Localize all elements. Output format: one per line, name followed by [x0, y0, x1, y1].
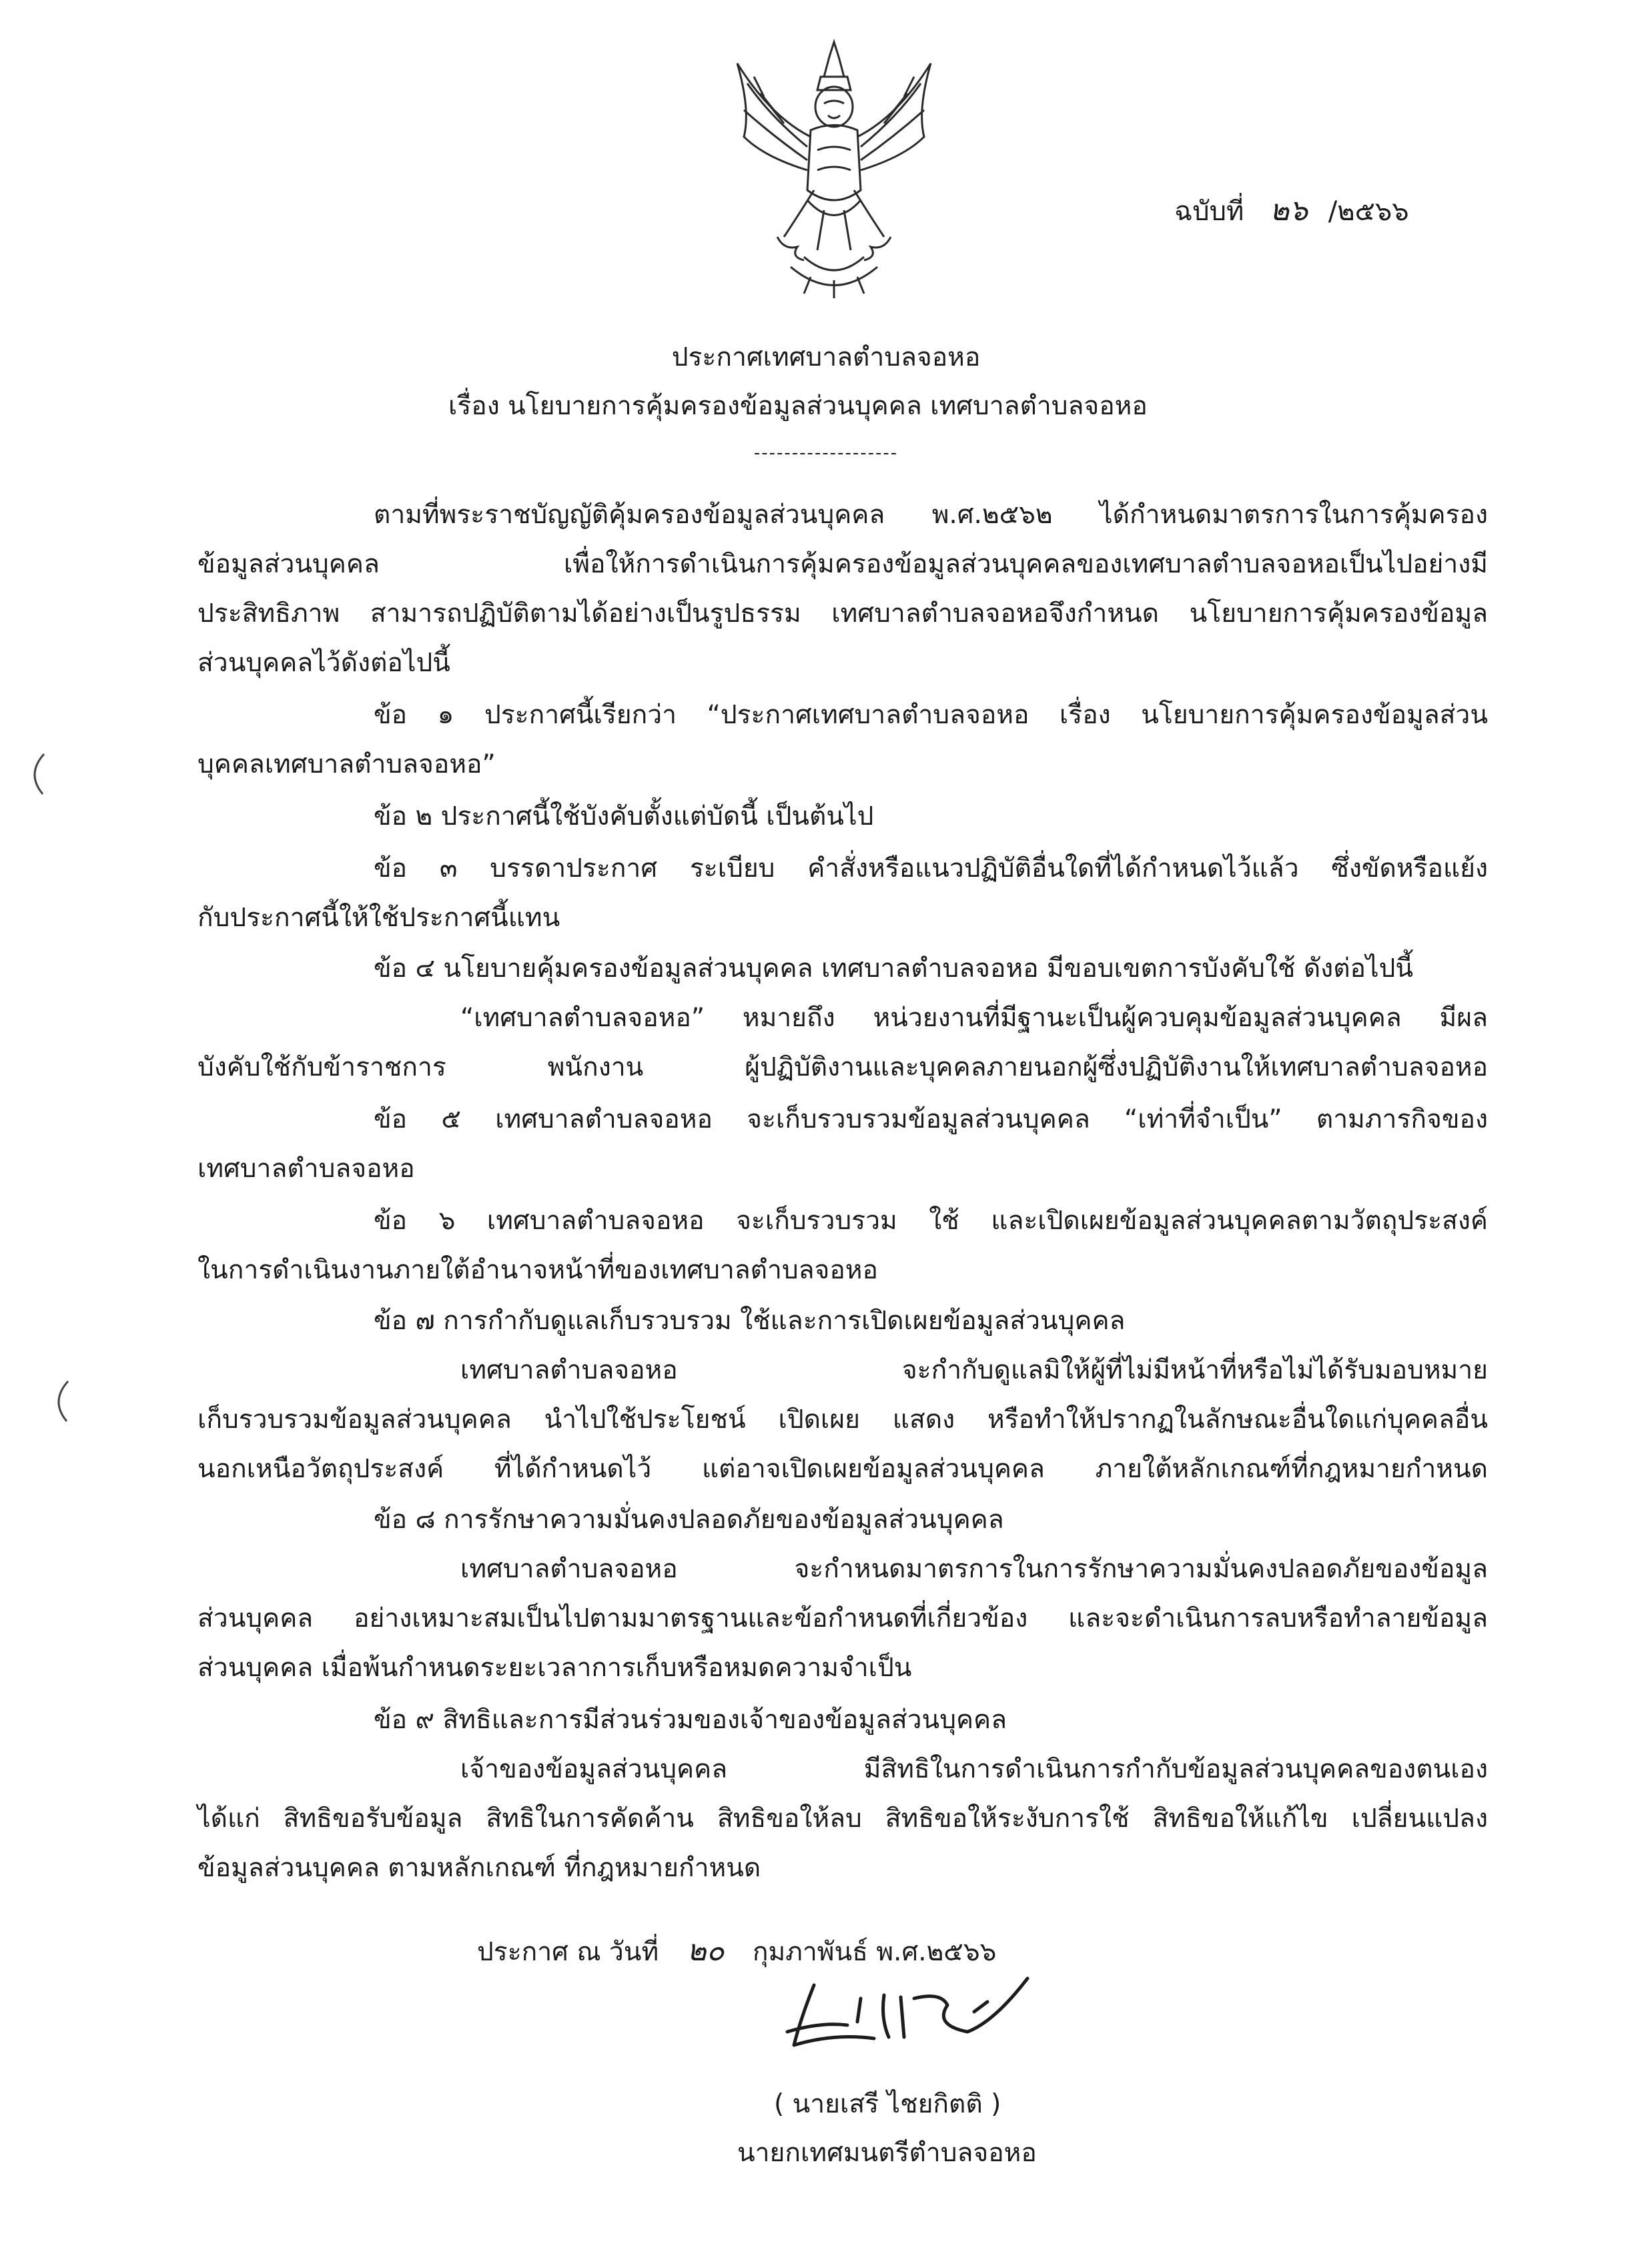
announcement-subject: เรื่อง นโยบายการคุ้มครองข้อมูลส่วนบุคคล เทศบาลตำบลจอหอ [448, 391, 1148, 421]
announcement-title: ประกาศเทศบาลตำบลจอหอ [671, 342, 981, 372]
title-rule: ------------------- [753, 443, 899, 463]
clause-4-line-1: ข้อ ๔ นโยบายคุ้มครองข้อมูลส่วนบุคคล เทศบาลตำบลจอหอ มีขอบเขตการบังคับใช้ ดังต่อไปนี้ [374, 954, 1414, 984]
clause-8-line-1: ข้อ ๘ การรักษาความมั่นคงปลอดภัยของข้อมูลส่วนบุคคล [374, 1505, 1004, 1535]
clause-9-line-1: ข้อ ๙ สิทธิและการมีส่วนร่วมของเจ้าของข้อมูลส่วนบุคคล [374, 1705, 1007, 1735]
clause-1-line-2: บุคคลเทศบาลตำบลจอหอ” [197, 749, 496, 779]
clause-9-line-2: เจ้าของข้อมูลส่วนบุคคล มีสิทธิในการดำเนินการกำกับข้อมูลส่วนบุคคลของตนเอง [460, 1754, 1488, 1784]
issue-prefix: ฉบับที่ [1174, 196, 1244, 227]
clause-6-line-2: ในการดำเนินงานภายใต้อำนาจหน้าที่ของเทศบาลตำบลจอหอ [197, 1255, 878, 1285]
clause-4-line-3: บังคับใช้กับข้าราชการ พนักงาน ผู้ปฏิบัติงานและบุคคลภายนอกผู้ซึ่งปฏิบัติงานให้เทศบาลตำบลจอหอ [197, 1052, 1488, 1082]
clause-2-line-1: ข้อ ๒ ประกาศนี้ใช้บังคับตั้งแต่บัดนี้ เป็นต้นไป [374, 801, 874, 831]
clause-7-line-3: เก็บรวบรวมข้อมูลส่วนบุคคล นำไปใช้ประโยชน์ เปิดเผย แสดง หรือทำให้ปรากฏในลักษณะอื่นใดแก่บุคคลอื่น [197, 1405, 1488, 1435]
clause-9-line-3: ได้แก่ สิทธิขอรับข้อมูล สิทธิในการคัดค้าน สิทธิขอให้ลบ สิทธิขอให้ระงับการใช้ สิทธิขอให้แก้ไข เปลี่ยนแปลง [197, 1804, 1488, 1834]
clause-7-line-4: นอกเหนือวัตถุประสงค์ ที่ได้กำหนดไว้ แต่อาจเปิดเผยข้อมูลส่วนบุคคล ภายใต้หลักเกณฑ์ที่กฎหมายกำหนด [197, 1454, 1488, 1484]
clause-4-line-2: “เทศบาลตำบลจอหอ” หมายถึง หน่วยงานที่มีฐานะเป็นผู้ควบคุมข้อมูลส่วนบุคคล มีผล [460, 1003, 1488, 1033]
clause-1-line-1: ข้อ ๑ ประกาศนี้เรียกว่า “ประกาศเทศบาลตำบลจอหอ เรื่อง นโยบายการคุ้มครองข้อมูลส่วน [374, 700, 1488, 730]
clause-7-line-1: ข้อ ๗ การกำกับดูแลเก็บรวบรวม ใช้และการเปิดเผยข้อมูลส่วนบุคคล [374, 1306, 1126, 1336]
preamble-line-2: ข้อมูลส่วนบุคคล เพื่อให้การดำเนินการคุ้มครองข้อมูลส่วนบุคคลของเทศบาลตำบลจอหอเป็นไปอย่างมี [197, 549, 1488, 579]
announce-month-year: กุมภาพันธ์ พ.ศ.๒๕๖๖ [752, 1937, 997, 1967]
clause-5-line-1: ข้อ ๕ เทศบาลตำบลจอหอ จะเก็บรวบรวมข้อมูลส่วนบุคคล “เท่าที่จำเป็น” ตามภารกิจของ [374, 1104, 1488, 1134]
clause-5-line-2: เทศบาลตำบลจอหอ [197, 1154, 415, 1184]
clause-9-line-4: ข้อมูลส่วนบุคคล ตามหลักเกณฑ์ ที่กฎหมายกำหนด [197, 1853, 761, 1883]
issue-number [1174, 187, 1409, 234]
issue-year: /๒๕๖๖ [1328, 196, 1409, 227]
announce-prefix: ประกาศ ณ วันที่ [477, 1937, 659, 1967]
issue-number-value: ๒๖ [1270, 194, 1308, 228]
clause-8-line-3: ส่วนบุคคล อย่างเหมาะสมเป็นไปตามมาตรฐานและข้อกำหนดที่เกี่ยวข้อง และจะดำเนินการลบหรือทำลายข้อมูล [197, 1603, 1488, 1633]
announce-day: ๒๐ [687, 1934, 725, 1968]
garuda-emblem-icon [724, 37, 944, 304]
clause-8-line-4: ส่วนบุคคล เมื่อพ้นกำหนดระยะเวลาการเก็บหรือหมดความจำเป็น [197, 1653, 912, 1683]
scan-mark-upper [23, 747, 49, 801]
clause-8-line-2: เทศบาลตำบลจอหอ จะกำหนดมาตรการในการรักษาความมั่นคงปลอดภัยของข้อมูล [460, 1554, 1488, 1584]
preamble-line-4: ส่วนบุคคลไว้ดังต่อไปนี้ [197, 648, 450, 678]
clause-3-line-2: กับประกาศนี้ให้ใช้ประกาศนี้แทน [197, 903, 560, 933]
signer-name: ( นายเสรี ไชยกิตติ ) [774, 2089, 1001, 2119]
clause-3-line-1: ข้อ ๓ บรรดาประกาศ ระเบียบ คำสั่งหรือแนวปฏิบัติอื่นใดที่ได้กำหนดไว้แล้ว ซึ่งขัดหรือแย้ง [374, 853, 1488, 883]
preamble-line-1: ตามที่พระราชบัญญัติคุ้มครองข้อมูลส่วนบุคคล พ.ศ.๒๕๖๒ ได้กำหนดมาตรการในการคุ้มครอง [374, 500, 1488, 530]
clause-6-line-1: ข้อ ๖ เทศบาลตำบลจอหอ จะเก็บรวบรวม ใช้ และเปิดเผยข้อมูลส่วนบุคคลตามวัตถุประสงค์ [374, 1206, 1488, 1236]
clause-7-line-2: เทศบาลตำบลจอหอ จะกำกับดูแลมิให้ผู้ที่ไม่มีหน้าที่หรือไม่ได้รับมอบหมาย [460, 1355, 1488, 1385]
preamble-line-3: ประสิทธิภาพ สามารถปฏิบัติตามได้อย่างเป็นรูปธรรม เทศบาลตำบลจอหอจึงกำหนด นโยบายการคุ้มครองข้อมูล [197, 599, 1488, 629]
signer-position: นายกเทศมนตรีตำบลจอหอ [737, 2138, 1037, 2168]
handwritten-signature-icon [774, 1958, 1081, 2065]
scan-mark-lower [47, 1375, 73, 1428]
